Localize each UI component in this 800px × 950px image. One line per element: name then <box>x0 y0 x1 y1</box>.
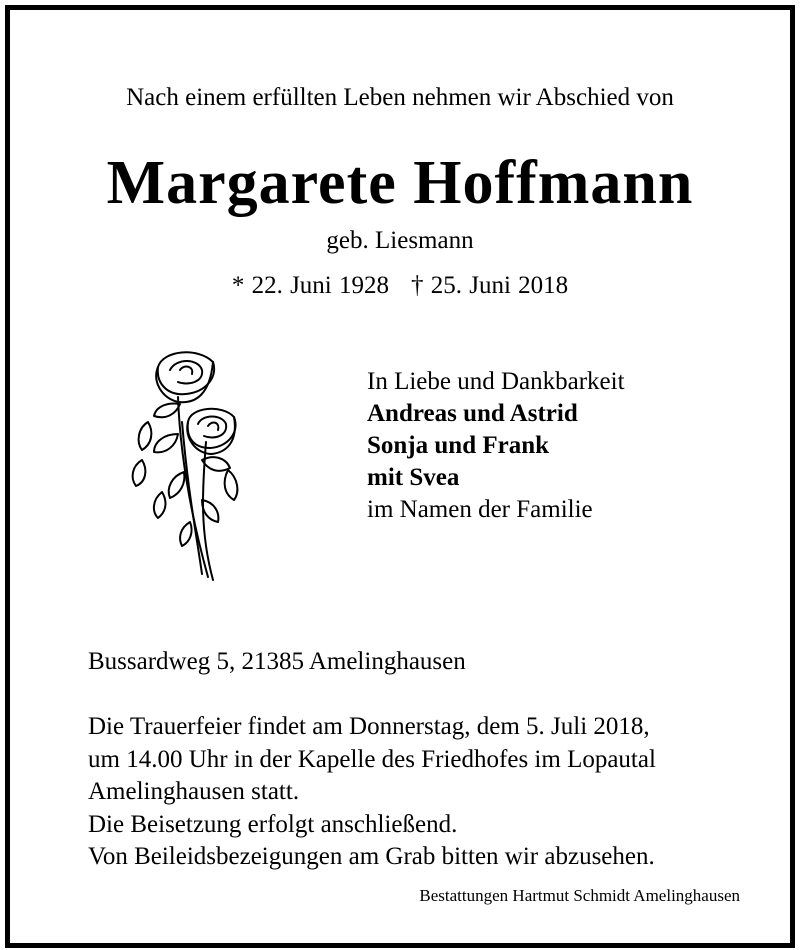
birth-date: * 22. Juni 1928 <box>231 272 389 299</box>
intro-text: Nach einem erfüllten Leben nehmen wir Abschied von <box>126 84 674 111</box>
birth-name: geb. Liesmann <box>326 227 474 254</box>
address: Bussardweg 5, 21385 Amelinghausen <box>88 648 466 675</box>
service-line: Die Trauerfeier findet am Donnerstag, dem 5. Juli 2018, <box>88 713 650 740</box>
family-member: mit Svea <box>367 464 460 491</box>
service-line: Von Beileidsbezeigungen am Grab bitten wir abzusehen. <box>88 843 655 870</box>
undertaker: Bestattungen Hartmut Schmidt Amelinghausen <box>419 886 740 905</box>
service-line: um 14.00 Uhr in der Kapelle des Friedhofes im Lopautal <box>88 745 656 773</box>
family-member: Andreas und Astrid <box>367 400 578 427</box>
death-date: † 25. Juni 2018 <box>411 272 569 299</box>
family-member: Sonja und Frank <box>367 432 550 459</box>
deceased-name: Margarete Hoffmann <box>106 149 694 217</box>
family-closing: im Namen der Familie <box>367 496 593 523</box>
service-line: Die Beisetzung erfolgt anschließend. <box>88 810 458 838</box>
family-lead: In Liebe und Dankbarkeit <box>367 368 625 395</box>
rose-icon <box>118 342 258 592</box>
service-info <box>88 711 656 874</box>
service-line: Amelinghausen statt. <box>88 778 300 805</box>
life-dates <box>0 272 800 300</box>
family-block <box>367 366 625 526</box>
